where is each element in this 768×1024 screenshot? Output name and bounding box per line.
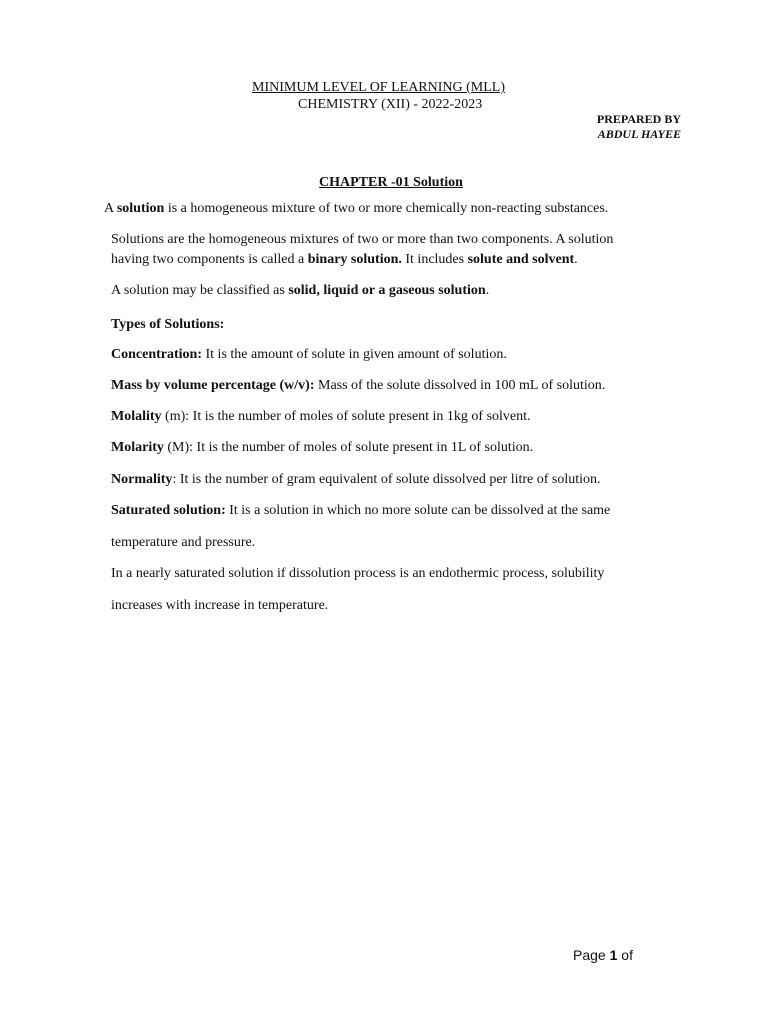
page-number: Page 1 of [573, 947, 633, 963]
prepared-by-label: PREPARED BY [596, 112, 681, 126]
chapter-title: CHAPTER -01 Solution [319, 175, 463, 190]
nearly-saturated-cont: increases with increase in temperature. [111, 598, 329, 613]
document-title: MINIMUM LEVEL OF LEARNING (MLL) [252, 80, 506, 95]
definition-molality: Molality (m): It is the number of moles of solute present in 1kg of solvent. [111, 409, 531, 424]
nearly-saturated-line: In a nearly saturated solution if dissolution process is an endothermic process, solubility [111, 566, 605, 581]
document-subtitle: CHEMISTRY (XII) - 2022-2023 [298, 97, 483, 112]
classification-line: A solution may be classified as solid, liquid or a gaseous solution. [111, 283, 490, 298]
author-name: ABDUL HAYEE [597, 127, 681, 141]
intro-line: A solution is a homogeneous mixture of two or more chemically non-reacting substances. [104, 201, 609, 216]
definition-saturated-cont: temperature and pressure. [111, 535, 256, 550]
definition-saturated: Saturated solution: It is a solution in which no more solute can be dissolved at the same [111, 503, 611, 518]
types-heading: Types of Solutions: [111, 317, 225, 332]
definition-molarity: Molarity (M): It is the number of moles of solute present in 1L of solution. [111, 440, 534, 455]
definition-concentration: Concentration: It is the amount of solute in given amount of solution. [111, 347, 507, 362]
definition-mass-by-volume: Mass by volume percentage (w/v): Mass of the solute dissolved in 100 mL of solution. [111, 378, 606, 393]
paragraph-line: having two components is called a binary solution. It includes solute and solvent. [111, 252, 578, 267]
definition-normality: Normality: It is the number of gram equivalent of solute dissolved per litre of solution. [111, 472, 601, 487]
paragraph-line: Solutions are the homogeneous mixtures of two or more than two components. A solution [111, 232, 614, 247]
